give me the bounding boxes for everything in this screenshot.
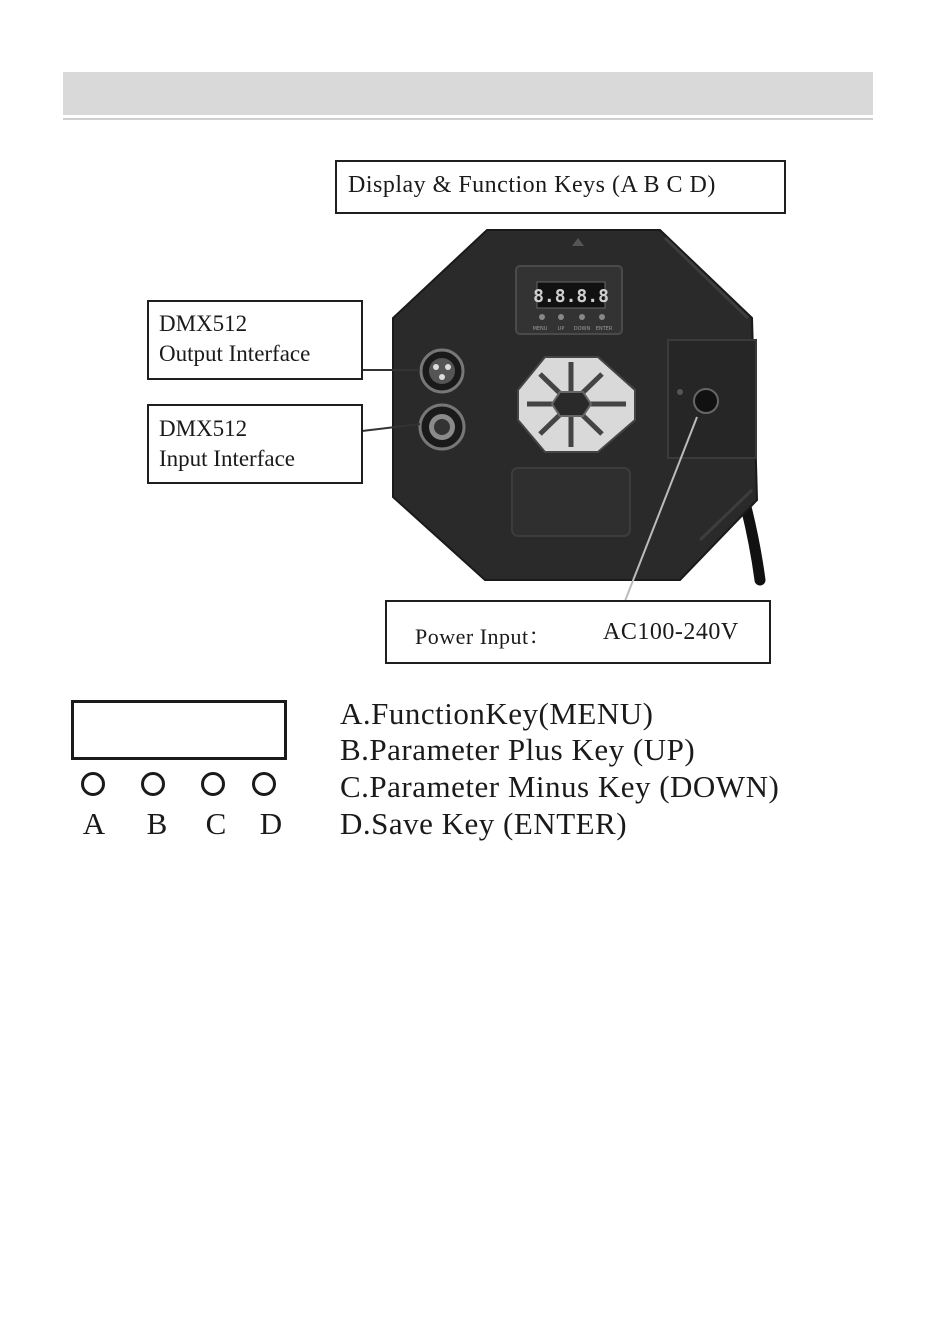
key-c-letter: C xyxy=(205,806,227,841)
display-schematic-box xyxy=(71,700,287,760)
panel-label-down: DOWN xyxy=(573,326,591,332)
callout-display-keys-text: Display & Function Keys (A B C D) xyxy=(348,172,716,198)
key-a-letter: A xyxy=(82,806,106,841)
legend-item-a: A.FunctionKey(MENU) xyxy=(340,696,654,731)
dmx-input-connector xyxy=(420,405,464,449)
panel-label-menu: MENU xyxy=(532,326,548,332)
callout-dmx-output-line2: Output Interface xyxy=(159,341,311,366)
callout-dmx-output xyxy=(147,300,363,380)
button-d-dot xyxy=(599,314,605,320)
button-a-dot xyxy=(539,314,545,320)
dmx-output-connector xyxy=(421,350,463,392)
key-b-circle xyxy=(141,772,165,796)
callout-dmx-input xyxy=(147,404,363,484)
button-b-dot xyxy=(558,314,564,320)
panel-label-up: UP xyxy=(557,326,565,332)
key-d-circle xyxy=(252,772,276,796)
legend-item-c: C.Parameter Minus Key (DOWN) xyxy=(340,769,780,804)
callout-power-value: AC100-240V xyxy=(603,619,739,645)
power-socket xyxy=(694,389,718,413)
key-a-circle xyxy=(81,772,105,796)
compliance-marks-area xyxy=(512,468,630,536)
callout-display-keys xyxy=(335,160,786,214)
callout-dmx-output-line1: DMX512 xyxy=(159,311,248,336)
button-c-dot xyxy=(579,314,585,320)
led-display-digits: 8.8.8.8 xyxy=(533,286,609,307)
callout-power-input xyxy=(385,600,771,664)
callout-dmx-input-line1: DMX512 xyxy=(159,416,248,441)
callout-dmx-input-line2: Input Interface xyxy=(159,446,296,471)
key-d-letter: D xyxy=(259,806,283,841)
key-c-circle xyxy=(201,772,225,796)
panel-label-enter: ENTER xyxy=(595,326,613,332)
fan-hub xyxy=(552,392,591,416)
screw xyxy=(677,389,683,395)
legend-item-b: B.Parameter Plus Key (UP) xyxy=(340,732,696,767)
legend-item-d: D.Save Key (ENTER) xyxy=(340,806,628,841)
callout-power-label: Power Input： xyxy=(415,624,552,649)
key-b-letter: B xyxy=(146,806,168,841)
